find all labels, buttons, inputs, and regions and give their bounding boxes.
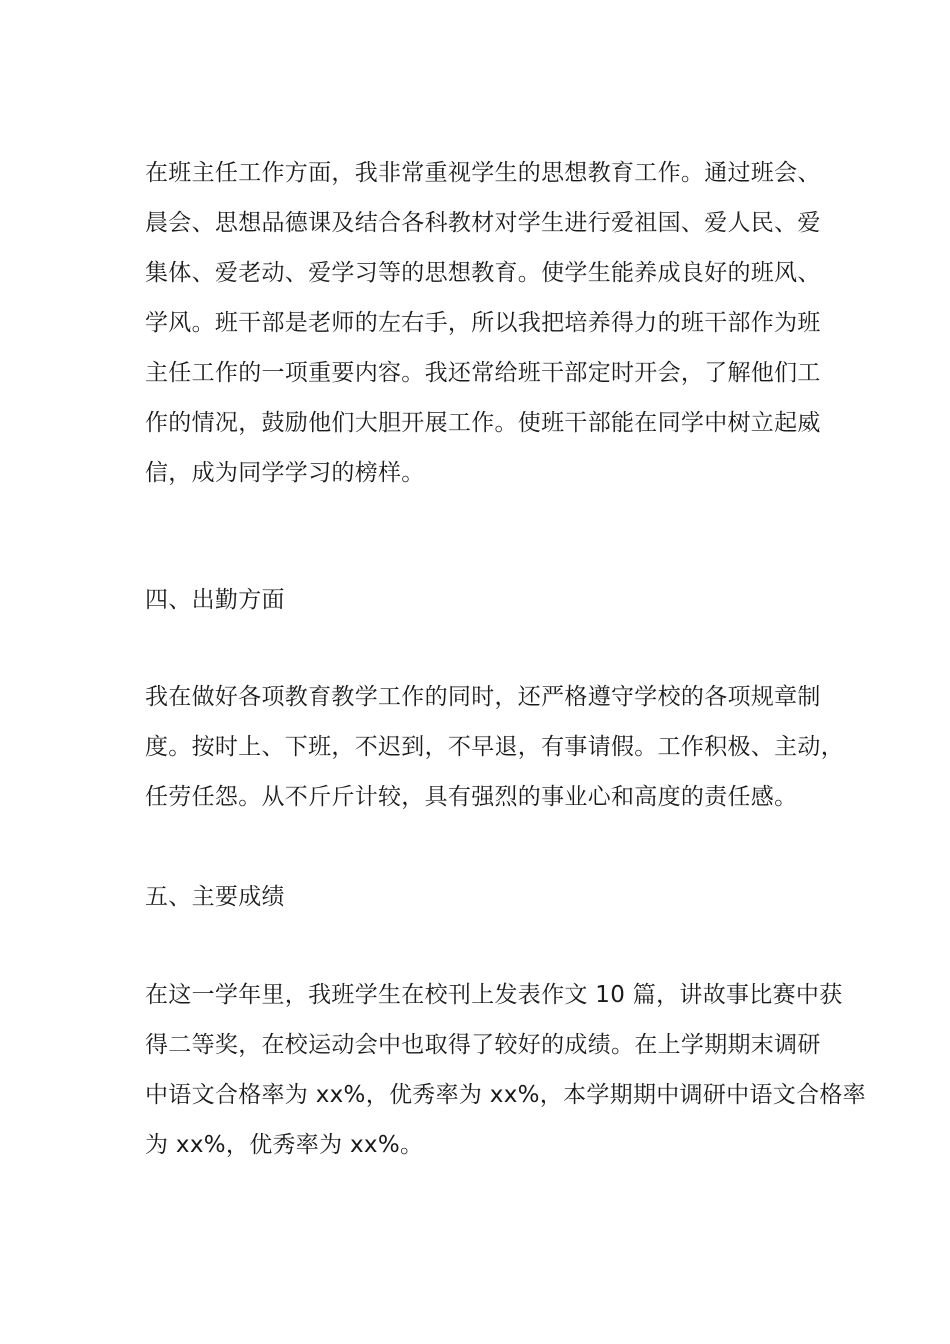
text-line: 学风。班干部是老师的左右手，所以我把培养得力的班干部作为班 [145,310,821,336]
text-line: 中语文合格率为 xx%，优秀率为 xx%，本学期期中调研中语文合格率 [145,1082,866,1108]
text-line: 我在做好各项教育教学工作的同时，还严格遵守学校的各项规章制 [145,684,821,710]
text-line: 任劳任怨。从不斤斤计较，具有强烈的事业心和高度的责任感。 [145,784,798,810]
text-line: 晨会、思想品德课及结合各科教材对学生进行爱祖国、爱人民、爱 [145,210,821,236]
text-line: 为 xx%，优秀率为 xx%。 [145,1132,424,1158]
text-line: 主任工作的一项重要内容。我还常给班干部定时开会，了解他们工 [145,360,821,386]
text-line: 在这一学年里，我班学生在校刊上发表作文 10 篇，讲故事比赛中获 [145,982,843,1008]
text-line: 度。按时上、下班，不迟到，不早退，有事请假。工作积极、主动， [145,734,844,760]
text-line: 得二等奖，在校运动会中也取得了较好的成绩。在上学期期末调研 [145,1032,821,1058]
text-line: 信，成为同学学习的榜样。 [145,460,425,486]
section-heading-attendance: 四、出勤方面 [145,587,285,613]
text-line: 作的情况，鼓励他们大胆开展工作。使班干部能在同学中树立起威 [145,410,821,436]
text-line: 集体、爱老动、爱学习等的思想教育。使学生能养成良好的班风、 [145,260,821,286]
section-heading-achievements: 五、主要成绩 [145,884,285,910]
text-line: 在班主任工作方面，我非常重视学生的思想教育工作。通过班会、 [145,160,821,186]
